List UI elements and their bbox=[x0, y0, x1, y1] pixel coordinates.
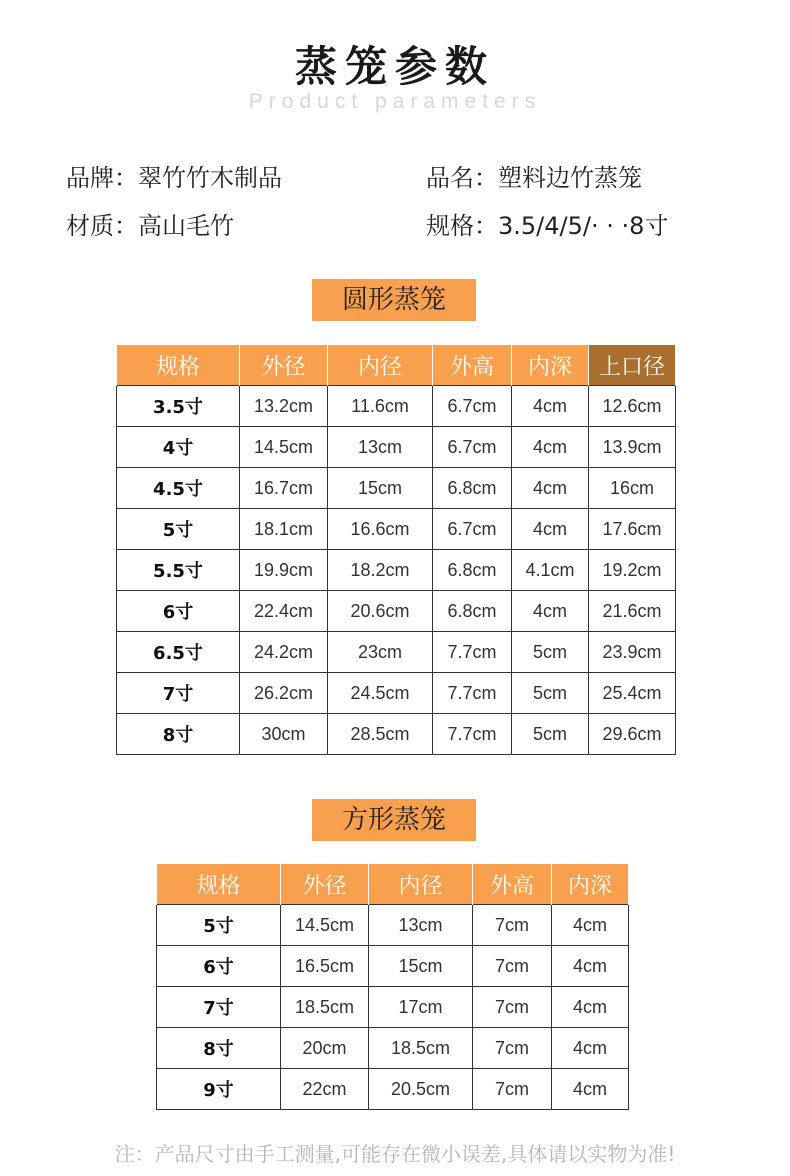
size-cell: 6寸 bbox=[157, 946, 281, 987]
value-cell: 22cm bbox=[281, 1069, 369, 1110]
value-cell: 13.2cm bbox=[240, 386, 328, 427]
table-row bbox=[157, 905, 629, 946]
value-cell: 7cm bbox=[473, 1028, 552, 1069]
value-cell: 5cm bbox=[512, 714, 589, 755]
column-header: 外径 bbox=[240, 345, 328, 386]
value-cell: 20.5cm bbox=[369, 1069, 473, 1110]
table-row bbox=[117, 591, 676, 632]
size-cell: 7寸 bbox=[117, 673, 240, 714]
table-row bbox=[117, 509, 676, 550]
table-row bbox=[117, 550, 676, 591]
table-row bbox=[117, 673, 676, 714]
disclaimer-note: 注：产品尺寸由手工测量,可能存在微小误差,具体请以实物为准! bbox=[114, 1142, 676, 1166]
value-cell: 18.2cm bbox=[328, 550, 433, 591]
value-cell: 22.4cm bbox=[240, 591, 328, 632]
table-row bbox=[117, 386, 676, 427]
size-cell: 8寸 bbox=[157, 1028, 281, 1069]
size-cell: 4.5寸 bbox=[117, 468, 240, 509]
value-cell: 6.7cm bbox=[433, 509, 512, 550]
value-cell: 18.1cm bbox=[240, 509, 328, 550]
table-row bbox=[157, 946, 629, 987]
square-spec-table bbox=[156, 864, 629, 1110]
value-cell: 18.5cm bbox=[281, 987, 369, 1028]
value-cell: 7.7cm bbox=[433, 673, 512, 714]
column-header: 内径 bbox=[328, 345, 433, 386]
column-header: 内深 bbox=[552, 864, 629, 905]
size-cell: 9寸 bbox=[157, 1069, 281, 1110]
value-cell: 23cm bbox=[328, 632, 433, 673]
square-section-title: 方形蒸笼 bbox=[312, 799, 476, 841]
value-cell: 4cm bbox=[512, 468, 589, 509]
value-cell: 18.5cm bbox=[369, 1028, 473, 1069]
table-row bbox=[157, 1069, 629, 1110]
value-cell: 4cm bbox=[512, 427, 589, 468]
column-header: 规格 bbox=[117, 345, 240, 386]
material-info: 材质：高山毛竹 bbox=[66, 212, 234, 240]
value-cell: 12.6cm bbox=[589, 386, 676, 427]
table-row bbox=[117, 427, 676, 468]
value-cell: 4cm bbox=[552, 946, 629, 987]
value-cell: 6.7cm bbox=[433, 427, 512, 468]
value-cell: 24.2cm bbox=[240, 632, 328, 673]
table-row bbox=[117, 468, 676, 509]
value-cell: 4cm bbox=[512, 591, 589, 632]
value-cell: 17.6cm bbox=[589, 509, 676, 550]
product-name-info: 品名：塑料边竹蒸笼 bbox=[426, 164, 642, 192]
value-cell: 6.8cm bbox=[433, 550, 512, 591]
value-cell: 7.7cm bbox=[433, 714, 512, 755]
size-cell: 6寸 bbox=[117, 591, 240, 632]
size-cell: 8寸 bbox=[117, 714, 240, 755]
value-cell: 21.6cm bbox=[589, 591, 676, 632]
value-cell: 26.2cm bbox=[240, 673, 328, 714]
value-cell: 7.7cm bbox=[433, 632, 512, 673]
value-cell: 13cm bbox=[369, 905, 473, 946]
value-cell: 4cm bbox=[552, 987, 629, 1028]
value-cell: 16cm bbox=[589, 468, 676, 509]
value-cell: 6.8cm bbox=[433, 591, 512, 632]
value-cell: 13cm bbox=[328, 427, 433, 468]
table-row bbox=[157, 1028, 629, 1069]
column-header: 外高 bbox=[433, 345, 512, 386]
value-cell: 15cm bbox=[328, 468, 433, 509]
value-cell: 20.6cm bbox=[328, 591, 433, 632]
round-spec-table bbox=[116, 345, 676, 755]
value-cell: 7cm bbox=[473, 905, 552, 946]
page-subtitle: Product parameters bbox=[248, 90, 542, 113]
value-cell: 15cm bbox=[369, 946, 473, 987]
table-header-row bbox=[117, 345, 676, 386]
page-title: 蒸笼参数 bbox=[294, 42, 495, 91]
value-cell: 19.2cm bbox=[589, 550, 676, 591]
value-cell: 29.6cm bbox=[589, 714, 676, 755]
column-header: 外高 bbox=[473, 864, 552, 905]
value-cell: 14.5cm bbox=[240, 427, 328, 468]
value-cell: 6.8cm bbox=[433, 468, 512, 509]
value-cell: 5cm bbox=[512, 673, 589, 714]
value-cell: 24.5cm bbox=[328, 673, 433, 714]
table-row bbox=[117, 714, 676, 755]
value-cell: 4cm bbox=[552, 905, 629, 946]
value-cell: 16.7cm bbox=[240, 468, 328, 509]
value-cell: 30cm bbox=[240, 714, 328, 755]
size-cell: 6.5寸 bbox=[117, 632, 240, 673]
value-cell: 20cm bbox=[281, 1028, 369, 1069]
size-cell: 7寸 bbox=[157, 987, 281, 1028]
column-header: 外径 bbox=[281, 864, 369, 905]
spec-info: 规格：3.5/4/5/· · ·8寸 bbox=[426, 212, 669, 240]
value-cell: 6.7cm bbox=[433, 386, 512, 427]
value-cell: 16.5cm bbox=[281, 946, 369, 987]
size-cell: 5寸 bbox=[117, 509, 240, 550]
round-section-title: 圆形蒸笼 bbox=[312, 279, 476, 321]
value-cell: 25.4cm bbox=[589, 673, 676, 714]
value-cell: 4cm bbox=[512, 509, 589, 550]
value-cell: 28.5cm bbox=[328, 714, 433, 755]
value-cell: 7cm bbox=[473, 946, 552, 987]
column-header: 内径 bbox=[369, 864, 473, 905]
size-cell: 5.5寸 bbox=[117, 550, 240, 591]
value-cell: 4cm bbox=[552, 1069, 629, 1110]
column-header: 内深 bbox=[512, 345, 589, 386]
value-cell: 11.6cm bbox=[328, 386, 433, 427]
value-cell: 16.6cm bbox=[328, 509, 433, 550]
value-cell: 4.1cm bbox=[512, 550, 589, 591]
table-row bbox=[117, 632, 676, 673]
table-header-row bbox=[157, 864, 629, 905]
table-row bbox=[157, 987, 629, 1028]
size-cell: 3.5寸 bbox=[117, 386, 240, 427]
value-cell: 17cm bbox=[369, 987, 473, 1028]
value-cell: 23.9cm bbox=[589, 632, 676, 673]
size-cell: 5寸 bbox=[157, 905, 281, 946]
size-cell: 4寸 bbox=[117, 427, 240, 468]
value-cell: 14.5cm bbox=[281, 905, 369, 946]
value-cell: 7cm bbox=[473, 987, 552, 1028]
value-cell: 19.9cm bbox=[240, 550, 328, 591]
value-cell: 7cm bbox=[473, 1069, 552, 1110]
value-cell: 13.9cm bbox=[589, 427, 676, 468]
brand-info: 品牌：翠竹竹木制品 bbox=[66, 164, 282, 192]
value-cell: 4cm bbox=[512, 386, 589, 427]
value-cell: 5cm bbox=[512, 632, 589, 673]
column-header: 上口径 bbox=[589, 345, 676, 386]
column-header: 规格 bbox=[157, 864, 281, 905]
value-cell: 4cm bbox=[552, 1028, 629, 1069]
